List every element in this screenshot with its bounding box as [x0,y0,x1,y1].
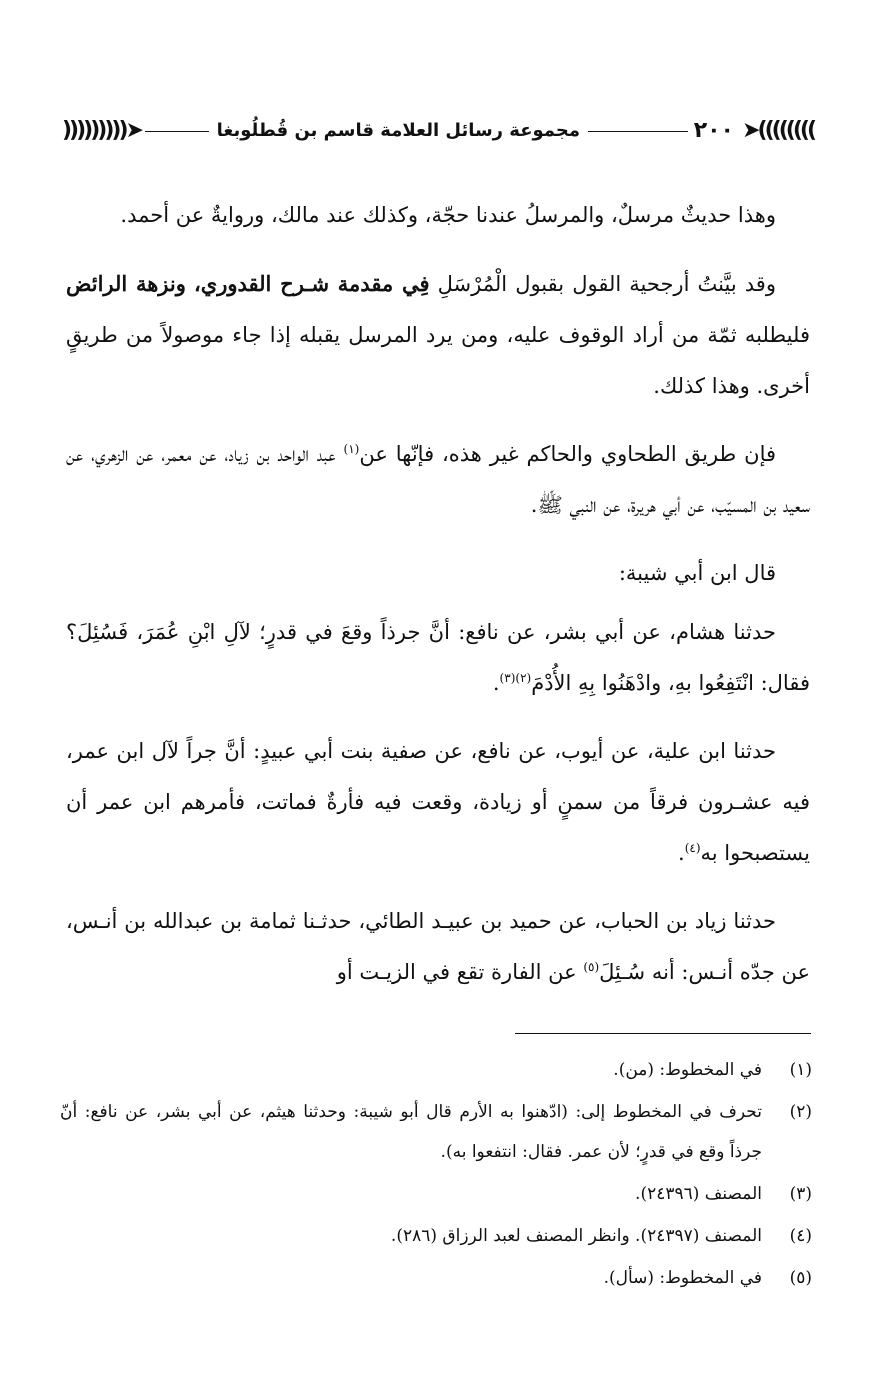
paragraph-1 [66,190,810,241]
running-title: مجموعة رسائل العلامة قاسم بن قُطلُوبغا [209,116,588,146]
footnote-item [60,1258,812,1298]
paragraph-3-text-b: عبد الواحد بن زياد، عن معمر، عن الزهري، عن سعيد بن المسيّب، عن أبي هريرة، عن النبي ﷺ. [66,442,810,517]
footnote-ref-4[interactable]: (٤) [684,841,701,855]
paragraph-7-text-a: حدثنا زياد بن الحباب، عن حميد بن عبيـد الطائي، حدثـنا ثمامة بن عبدالله بن أنـس، عن جدّه أنـس: أنه سُـئِلَ [66,909,810,984]
paragraph-1-text: وهذا حديثٌ مرسلٌ، والمرسلُ عندنا حجّة، وكذلك عند مالك، وروايةٌ عن أحمد. [120,203,776,227]
footnote-number: (١) [789,1060,812,1080]
header-ornament-right: ))))))))➤ [738,118,818,144]
footnotes [60,1050,812,1300]
footnote-item [60,1092,812,1172]
paragraph-7-text-b: عن الفارة تقع في الزيـت أو [336,960,584,984]
footnote-text: المصنف (٢٤٣٩٧). وانظر المصنف لعبد الرزاق (٢٨٦). [390,1226,762,1246]
footnote-text: تحرف في المخطوط إلى: (ادّهنوا به الأرم قال أبو شيبة: وحدثنا هيثم، عن أبي بشر، عن نافع: أنّ جرذاً وقع في قدرٍ؛ لأن عمر. فقال: انتفعوا به). [60,1102,762,1162]
paragraph-2 [66,258,810,412]
footnote-ref-5[interactable]: (٥) [583,960,600,974]
footnote-text: المصنف (٢٤٣٩٦). [635,1184,762,1204]
paragraph-3 [66,429,810,531]
main-text [66,190,810,1015]
footnote-item [60,1216,812,1256]
paragraph-4 [66,548,810,599]
footnote-number: (٥) [789,1268,812,1288]
footnote-number: (٢) [789,1102,812,1122]
footnote-number: (٤) [789,1226,812,1246]
paragraph-2-bold-book-1: فِي مقدمة شـرح القدوري، [194,271,430,296]
paragraph-6 [66,726,810,879]
running-header [62,112,814,152]
footnote-ref-2-3[interactable]: (٢)(٣) [499,671,532,685]
paragraph-2-space [186,272,194,296]
paragraph-3-text-a: فإن طريق الطحاوي والحاكم غير هذه، فإنّها عن [359,442,777,466]
paragraph-5-text-b: . [492,671,500,695]
footnote-item [60,1050,812,1090]
footnote-text: في المخطوط: (من). [613,1060,762,1080]
footnote-separator [515,1033,811,1034]
paragraph-6-text-b: . [678,841,685,865]
paragraph-4-text: قال ابن أبي شيبة: [618,561,776,585]
footnote-text: في المخطوط: (سأل). [603,1268,762,1288]
header-ornament-left: ➤((((((((( [58,118,145,144]
paragraph-2-text-b: فليطلبه ثمّة من أراد الوقوف عليه، ومن يرد المرسل يقبله إذا جاء موصولاً من طريقٍ أخرى. وهذا كذلك. [66,323,810,398]
footnote-ref-1[interactable]: (١) [343,442,360,456]
paragraph-7 [66,896,810,998]
paragraph-5-text-a: حدثنا هشام، عن أبي بشر، عن نافع: أنَّ جرذاً وقعَ في قدرٍ؛ لآلِ ابْنِ عُمَرَ، فَسُئِلَ؟ فقال: انْتَفِعُوا بهِ، وادْهَنُوا بِهِ الأُدْمَ [66,620,810,695]
footnote-item [60,1174,812,1214]
paragraph-2-text-a: وقد بيَّنتُ أرجحية القول بقبول الْمُرْسَلِ [429,272,776,296]
paragraph-6-text-a: حدثنا ابن علية، عن أيوب، عن نافع، عن صفية بنت أبي عبيدٍ: أنَّ جراً لآل ابن عمر، فيه عشـرون فرقاً من سمنٍ أو زيادة، وقعت فيه فأرةٌ فماتت، فأمرهم ابن عمر أن يستصبحوا به [66,739,810,865]
footnote-number: (٣) [789,1184,812,1204]
page-number: ٢٠٠ [688,116,740,146]
paragraph-5 [66,607,810,709]
paragraph-2-bold-book-2: ونزهة الرائض [66,271,186,296]
